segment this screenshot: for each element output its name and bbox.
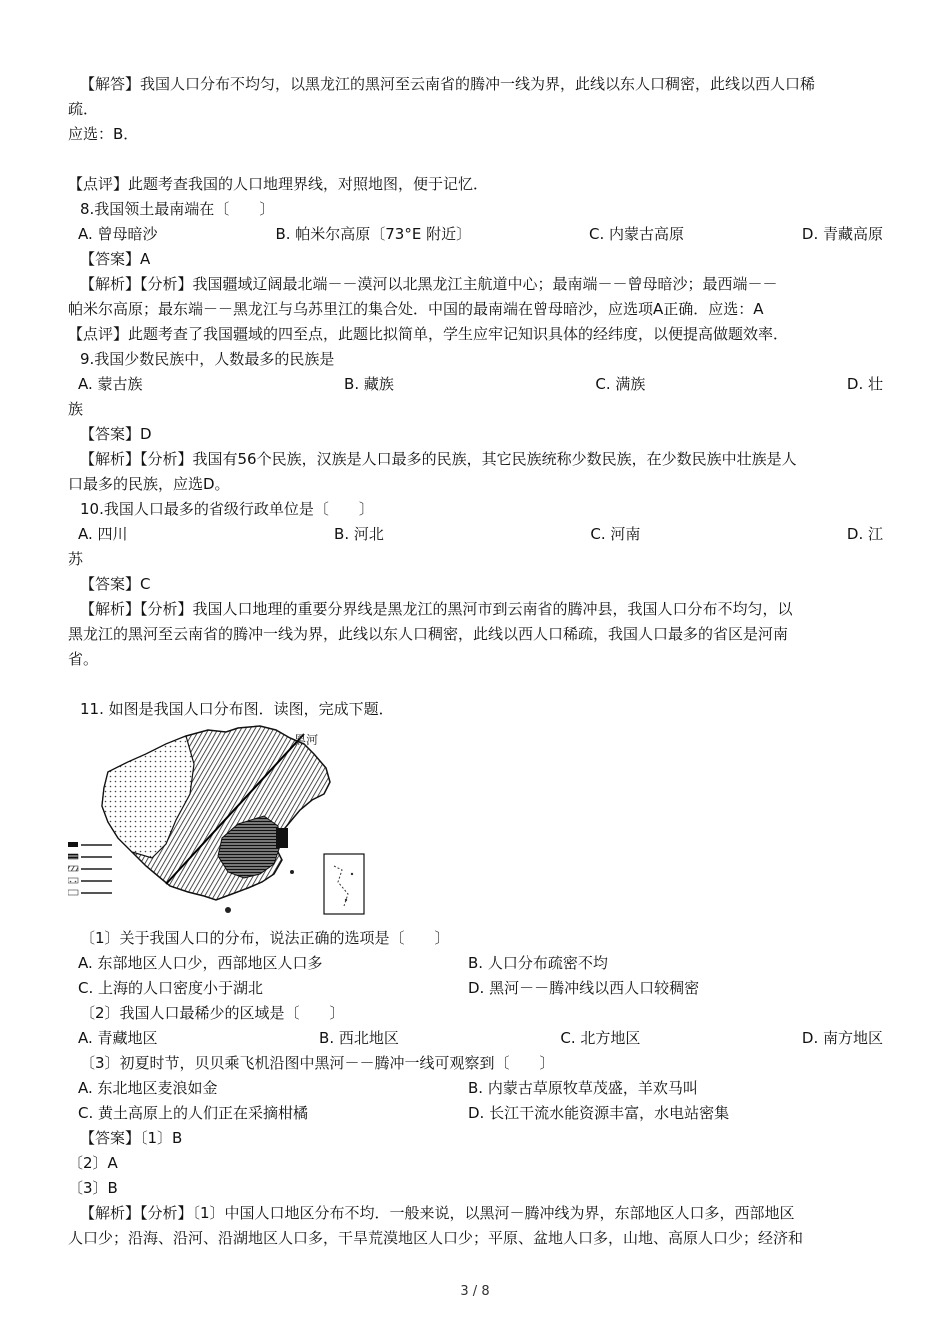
q11-1-option-c: C. 上海的人口密度小于湖北: [78, 979, 264, 997]
q11-answer-2: 〔2〕A: [68, 1154, 118, 1172]
q9-options: [68, 372, 883, 397]
q8-comment: 【点评】此题考查了我国疆域的四至点，此题比拟简单，学生应牢记知识具体的经纬度，以便提高做题效率．: [68, 325, 789, 343]
q10-option-d: D. 江: [846, 525, 883, 543]
q10-analysis-line-3: 省。: [68, 650, 99, 668]
q11-analysis-line-1: 【解析】【分析】〔1〕中国人口地区分布不均．一般来说，以黑河－腾冲线为界，东部地区人口多，西部地区: [80, 1204, 795, 1222]
q11-answer-3: 〔3〕B: [68, 1179, 118, 1197]
q11-2-option-a: A. 青藏地区: [78, 1029, 158, 1047]
q8-analysis-line-2: 帕米尔高原；最东端－－黑龙江与乌苏里江的集合处．中国的最南端在曾母暗沙，应选项A正确．应选：A: [68, 300, 764, 318]
q11-2-option-b: B. 西北地区: [319, 1029, 399, 1047]
q10-option-d-wrap: 苏: [68, 550, 84, 568]
q9-option-d-wrap: 族: [68, 400, 84, 418]
q11-2-stem: 〔2〕我国人口最稀少的区域是〔 〕: [80, 1004, 345, 1022]
q10-stem: 10.我国人口最多的省级行政单位是〔 〕: [80, 500, 374, 518]
q9-option-b: B. 藏族: [344, 375, 394, 393]
q11-2-options: [68, 1026, 883, 1051]
q8-answer: 【答案】A: [80, 250, 151, 268]
q10-options: [68, 522, 883, 547]
q7-answer-line-1: 【解答】我国人口分布不均匀，以黑龙江的黑河至云南省的腾冲一线为界，此线以东人口稠密，此线以西人口稀: [80, 75, 816, 93]
population-map-image: [68, 724, 368, 924]
map-legend: [68, 842, 112, 895]
q11-1-stem: 〔1〕关于我国人口的分布，说法正确的选项是〔 〕: [80, 929, 450, 947]
q8-option-b: B. 帕米尔高原〔73°E 附近〕: [275, 225, 472, 243]
q9-stem: 9.我国少数民族中，人数最多的民族是: [80, 350, 335, 368]
q9-option-d: D. 壮: [846, 375, 883, 393]
q7-comment: 【点评】此题考查我国的人口地理界线，对照地图，便于记忆．: [68, 175, 489, 193]
spacer: [68, 672, 883, 697]
q11-answer-1: 【答案】〔1〕B: [80, 1129, 183, 1147]
q10-option-c: C. 河南: [590, 525, 641, 543]
q9-analysis-line-1: 【解析】【分析】我国有56个民族，汉族是人口最多的民族，其它民族统称少数民族，在少数民族中壮族是人: [80, 450, 797, 468]
q11-3-option-d: D. 长江干流水能资源丰富，水电站密集: [468, 1104, 730, 1122]
spacer: [68, 147, 883, 172]
q11-2-option-c: C. 北方地区: [560, 1029, 641, 1047]
q10-option-a: A. 四川: [78, 525, 128, 543]
map-heihe-label: 黑河: [294, 733, 319, 747]
q11-analysis-line-2: 人口少；沿海、沿河、沿湖地区人口多，干旱荒漠地区人口少；平原、盆地人口多，山地、高原人口少；经济和: [68, 1229, 804, 1247]
q11-2-option-d: D. 南方地区: [801, 1029, 883, 1047]
q11-1-option-d: D. 黑河－－腾冲线以西人口较稠密: [468, 979, 700, 997]
q10-analysis-line-2: 黑龙江的黑河至云南省的腾冲一线为界，此线以东人口稠密，此线以西人口稀疏，我国人口最多的省区是河南: [68, 625, 789, 643]
q10-option-b: B. 河北: [334, 525, 384, 543]
q11-1-option-a: A. 东部地区人口少，西部地区人口多: [78, 954, 323, 972]
q10-analysis-line-1: 【解析】【分析】我国人口地理的重要分界线是黑龙江的黑河市到云南省的腾冲县，我国人口分布不均匀，以: [80, 600, 793, 618]
q11-1-options: [68, 951, 883, 1001]
q11-3-options: [68, 1076, 883, 1126]
q8-option-c: C. 内蒙古高原: [589, 225, 685, 243]
page-number: 3 / 8: [460, 1284, 490, 1299]
q8-stem: 8.我国领土最南端在〔 〕: [80, 200, 275, 218]
q8-option-a: A. 曾母暗沙: [78, 225, 158, 243]
q8-options: [68, 222, 883, 247]
q11-3-option-c: C. 黄土高原上的人们正在采摘柑橘: [78, 1104, 309, 1122]
q11-3-option-b: B. 内蒙古草原牧草茂盛，羊欢马叫: [468, 1079, 698, 1097]
q8-option-d: D. 青藏高原: [801, 225, 883, 243]
q9-answer: 【答案】D: [80, 425, 152, 443]
document-page: [68, 72, 883, 1251]
q10-answer: 【答案】C: [80, 575, 151, 593]
q11-stem: 11. 如图是我国人口分布图．读图，完成下题．: [80, 700, 394, 718]
q11-1-option-b: B. 人口分布疏密不均: [468, 954, 608, 972]
q7-answer-line-2: 疏．: [68, 100, 99, 118]
q9-option-c: C. 满族: [595, 375, 646, 393]
q11-3-option-a: A. 东北地区麦浪如金: [78, 1079, 218, 1097]
q8-analysis-line-1: 【解析】【分析】我国疆域辽阔最北端－－漠河以北黑龙江主航道中心；最南端－－曾母暗沙；最西端－－: [80, 275, 778, 293]
q7-choice: 应选：B．: [68, 125, 139, 143]
population-map-figure: [68, 724, 883, 924]
q9-analysis-line-2: 口最多的民族，应选D。: [68, 475, 230, 493]
q11-3-stem: 〔3〕初夏时节，贝贝乘飞机沿图中黑河－－腾冲一线可观察到〔 〕: [80, 1054, 555, 1072]
q9-option-a: A. 蒙古族: [78, 375, 143, 393]
